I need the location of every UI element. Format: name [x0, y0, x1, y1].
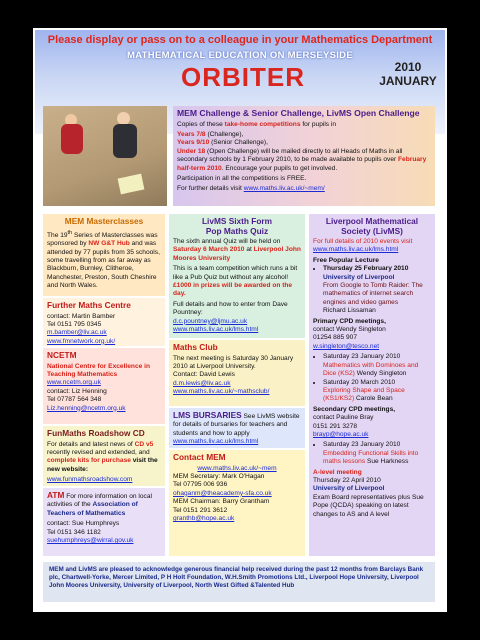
masterclasses-title: MEM Masterclasses [64, 216, 144, 226]
bursaries-web[interactable]: www.maths.liv.ac.uk/lms.html [173, 438, 259, 446]
alevel-venue: University of Liverpool [313, 485, 385, 493]
bursaries-title: LMS BURSARIES [173, 410, 242, 420]
lecture-date: Thursday 25 February 2010 [323, 265, 409, 273]
livms-details-text: For full details of 2010 events visit [313, 238, 413, 245]
quiz-venue: Liverpool John Moores University [173, 246, 301, 262]
issue-month: JANUARY [379, 74, 437, 88]
half-term-em: February half-term 2010 [177, 156, 427, 172]
bursaries-box [169, 408, 305, 448]
quiz-prize: £1000 in prizes will be awarded on the day. [173, 282, 293, 298]
quiz-text-3: This is a team competition which runs a bit like a Pub Quiz but without any alcohol! [173, 265, 298, 281]
further-maths-web[interactable]: www.fmnetwork.org.uk/ [47, 337, 116, 345]
further-maths-email[interactable]: m.bamber@liv.ac.uk [47, 329, 107, 337]
atm-title: ATM [47, 490, 65, 500]
roadshow-cd: CD v5 [134, 440, 154, 448]
under-18-text: (Open Challenge) will be mailed directly to all Heads of Maths in all secondary schools by 1 February 2010, to be made available to pupils over [177, 147, 403, 164]
primary-cpd-heading: Primary CPD meetings, [313, 317, 386, 325]
ncetm-subtitle: National Centre for Excellence in Teaching Mathematics [47, 362, 150, 378]
quiz-title-1: LivMS Sixth Form [201, 216, 273, 226]
atm-contact: contact: Sue Humphreys [47, 520, 120, 528]
primary-cpd-contact: contact Wendy Singleton [313, 326, 386, 334]
mem-challenge-title: MEM Challenge & Senior Challenge, LivMS Open Challenge [177, 108, 420, 118]
ncetm-email[interactable]: Liz.henning@ncetm.org.uk [47, 404, 126, 412]
secondary-meeting-1-title: Embedding Functional Skills into maths lessons [323, 449, 419, 466]
lecture-speaker: Richard Lissaman [323, 307, 376, 315]
maths-club-box [169, 340, 305, 406]
further-maths-box [43, 298, 165, 346]
sponsors-footer: MEM and LivMS are pleased to acknowledge generous financial help received during the past 12 months from Barclays Bank plc, Chartwell-Yorke, Mercer Limited, P H Holt Foundation, W.H.Smith Promotions Ltd., Liverpool Hope University, Liverpool John Moores University, University of Liverpool, North West Gifted &Talented Hub [43, 562, 435, 602]
challenge-intro: Copies of these [177, 120, 225, 128]
newsletter-sheet [33, 28, 447, 612]
mem-challenge-link[interactable]: www.maths.liv.ac.uk/~mem/ [243, 185, 325, 193]
mem-secretary-email[interactable]: ohaganm@theacademy-sfa.co.uk [173, 489, 272, 497]
primary-cpd-email[interactable]: w.singleton@tesco.net [313, 342, 380, 350]
years-9-10-label: Years 9/10 [177, 139, 210, 147]
quiz-text: The sixth annual Quiz will be held on [173, 238, 281, 245]
quiz-box [169, 214, 305, 338]
worksheet-shape [118, 174, 145, 195]
contact-mem-title: Contact MEM [173, 452, 226, 462]
ncetm-tel: Tel 07787 564 348 [47, 396, 102, 404]
under-18-post: . Encourage your pupils to get involved. [221, 164, 338, 172]
secondary-meeting-1-date: Saturday 23 January 2010 [323, 441, 401, 449]
contact-mem-box [169, 450, 305, 556]
secondary-cpd-heading: Secondary CPD meetings, [313, 405, 396, 413]
alevel-text: Exam Board representatives plus Sue Pope (QCDA) speaking on latest changes to AS and A level [313, 493, 424, 518]
under-18-label: Under 18 [177, 147, 206, 155]
roadshow-web[interactable]: www.funmathsroadshow.com [47, 476, 133, 484]
mem-chairman-email[interactable]: granthb@hope.ac.uk [173, 514, 235, 522]
primary-meeting-2-speaker: Carole Bean [354, 395, 393, 403]
roadshow-title: FunMaths Roadshow CD [47, 428, 145, 438]
years-9-10-text: (Senior Challenge), [209, 139, 268, 147]
alevel-date: Thursday 22 April 2010 [313, 476, 381, 484]
secondary-cpd-contact: contact Pauline Bray [313, 414, 374, 422]
roadshow-box [43, 426, 165, 486]
primary-meeting-2-title: Exploring Shape and Space (KS1/KS2) [323, 386, 405, 403]
mem-chairman: MEM Chairman: Barry Grantham [173, 498, 270, 506]
primary-meeting-1-title: Mathematics with Dominoes and Dice (KS2) [323, 361, 419, 378]
masterclasses-text-3: and was attended by 77 pupils from 35 schools, some travelling from as far away as Blackburn, Burnley, Clitheroe, Manchester, Preston, South Cheshire and North Wales. [47, 240, 160, 290]
masterclasses-box [43, 214, 165, 296]
ncetm-web[interactable]: www.ncetm.org.uk [47, 379, 101, 387]
pupils-photo [43, 106, 167, 206]
primary-meeting-1-speaker: Wendy Singleton [354, 370, 407, 378]
ncetm-contact: contact: Liz Henning [47, 387, 107, 395]
pupil-body-shape [113, 124, 137, 158]
header-notice: Please display or pass on to a colleague in your Mathematics Department [47, 34, 433, 46]
quiz-text-2: at [244, 246, 254, 254]
quiz-date: Saturday 6 March 2010 [173, 246, 245, 254]
atm-org: Association of Teachers of Mathematics [47, 501, 138, 517]
roadshow-text: For details and latest news of [47, 440, 135, 448]
primary-meeting-1-date: Saturday 23 January 2010 [323, 353, 401, 361]
lecture-venue: University of Liverpool [323, 273, 395, 281]
further-maths-title: Further Maths Centre [47, 300, 131, 310]
further-maths-contact: contact: Martin Bamber [47, 312, 116, 320]
masterclasses-sup: th [67, 229, 73, 236]
ncetm-box [43, 348, 165, 424]
lecture-title: From Google to Tomb Raider: The mathematics of internet search engines and video games [323, 282, 423, 306]
quiz-title-2: Pop Maths Quiz [205, 225, 269, 236]
maths-club-contact: Contact: David Lewis [173, 371, 235, 379]
years-7-8-text: (Challenge), [205, 130, 244, 138]
bursaries-text: See LivMS website for details of bursaries for teachers and students and how to apply [173, 413, 300, 437]
mem-challenge-box [173, 106, 435, 206]
ncetm-title: NCETM [47, 350, 77, 360]
issue-year: 2010 [394, 60, 422, 74]
masterclasses-text-2: Series of Masterclasses was sponsored by [47, 231, 158, 248]
atm-box [43, 488, 165, 556]
secondary-cpd-email[interactable]: brayp@hope.ac.uk [313, 430, 369, 438]
mem-secretary-tel: Tel 07795 006 936 [173, 481, 228, 489]
atm-email[interactable]: suehumphreys@wirral.gov.uk [47, 537, 134, 545]
maths-club-email[interactable]: d.m.lewis@liv.ac.uk [173, 379, 231, 387]
masterclasses-text: The 19 [47, 231, 68, 239]
atm-tel: Tel 0151 346 1182 [47, 528, 101, 536]
maths-club-text: The next meeting is Saturday 30 January 2010 at Liverpool University. [173, 354, 294, 370]
roadshow-text-3: visit the new website: [47, 457, 158, 473]
livms-title-1: Liverpool Mathematical [325, 216, 419, 226]
challenge-intro-post: for pupils in [300, 120, 337, 128]
livms-box [309, 214, 435, 556]
orbiter-logo: ORBITER [181, 62, 305, 92]
primary-cpd-tel: 01254 885 907 [313, 334, 358, 342]
roadshow-kits: complete kits for purchase [47, 457, 131, 465]
contact-mem-web[interactable]: www.maths.liv.ac.uk/~mem [197, 464, 277, 472]
maths-club-web[interactable]: www.maths.liv.ac.uk/~mathsclub/ [173, 388, 270, 396]
challenge-free-note: Participation in all the competitions is FREE. [177, 174, 307, 182]
atm-text: For more information on local activities of the [47, 493, 152, 509]
quiz-email[interactable]: d.c.pountney@ljmu.ac.uk [173, 317, 248, 325]
livms-link[interactable]: www.maths.liv.ac.uk/lms.html [313, 246, 399, 254]
further-maths-tel: Tel 0151 795 0345 [47, 320, 102, 328]
mem-secretary: MEM Secretary: Mark O'Hagan [173, 472, 265, 480]
primary-meeting-2-date: Saturday 20 March 2010 [323, 378, 396, 386]
challenge-intro-em: take-home competitions [224, 120, 301, 128]
secondary-cpd-tel: 0151 291 3278 [313, 422, 358, 430]
pupil-body-shape [61, 124, 83, 154]
lecture-heading: Free Popular Lecture [313, 256, 379, 264]
years-7-8-label: Years 7/8 [177, 130, 206, 138]
alevel-heading: A-level meeting [313, 468, 362, 476]
challenge-details-text: For further details visit [177, 185, 244, 193]
quiz-web[interactable]: www.maths.liv.ac.uk/lms.html [173, 326, 259, 334]
livms-title-2: Society (LivMS) [341, 225, 403, 236]
roadshow-text-2: recently revised and extended, and [47, 448, 150, 456]
maths-club-title: Maths Club [173, 342, 218, 352]
quiz-text-4: Full details and how to enter from Dave Pountney: [173, 300, 288, 317]
secondary-meeting-1-speaker: Sue Harkness [365, 458, 409, 466]
mem-chairman-tel: Tel 0151 291 3612 [173, 506, 228, 514]
masterclasses-sponsor: NW G&T Hub [88, 240, 130, 248]
header-subtitle: MATHEMATICAL EDUCATION ON MERSEYSIDE [127, 50, 353, 61]
